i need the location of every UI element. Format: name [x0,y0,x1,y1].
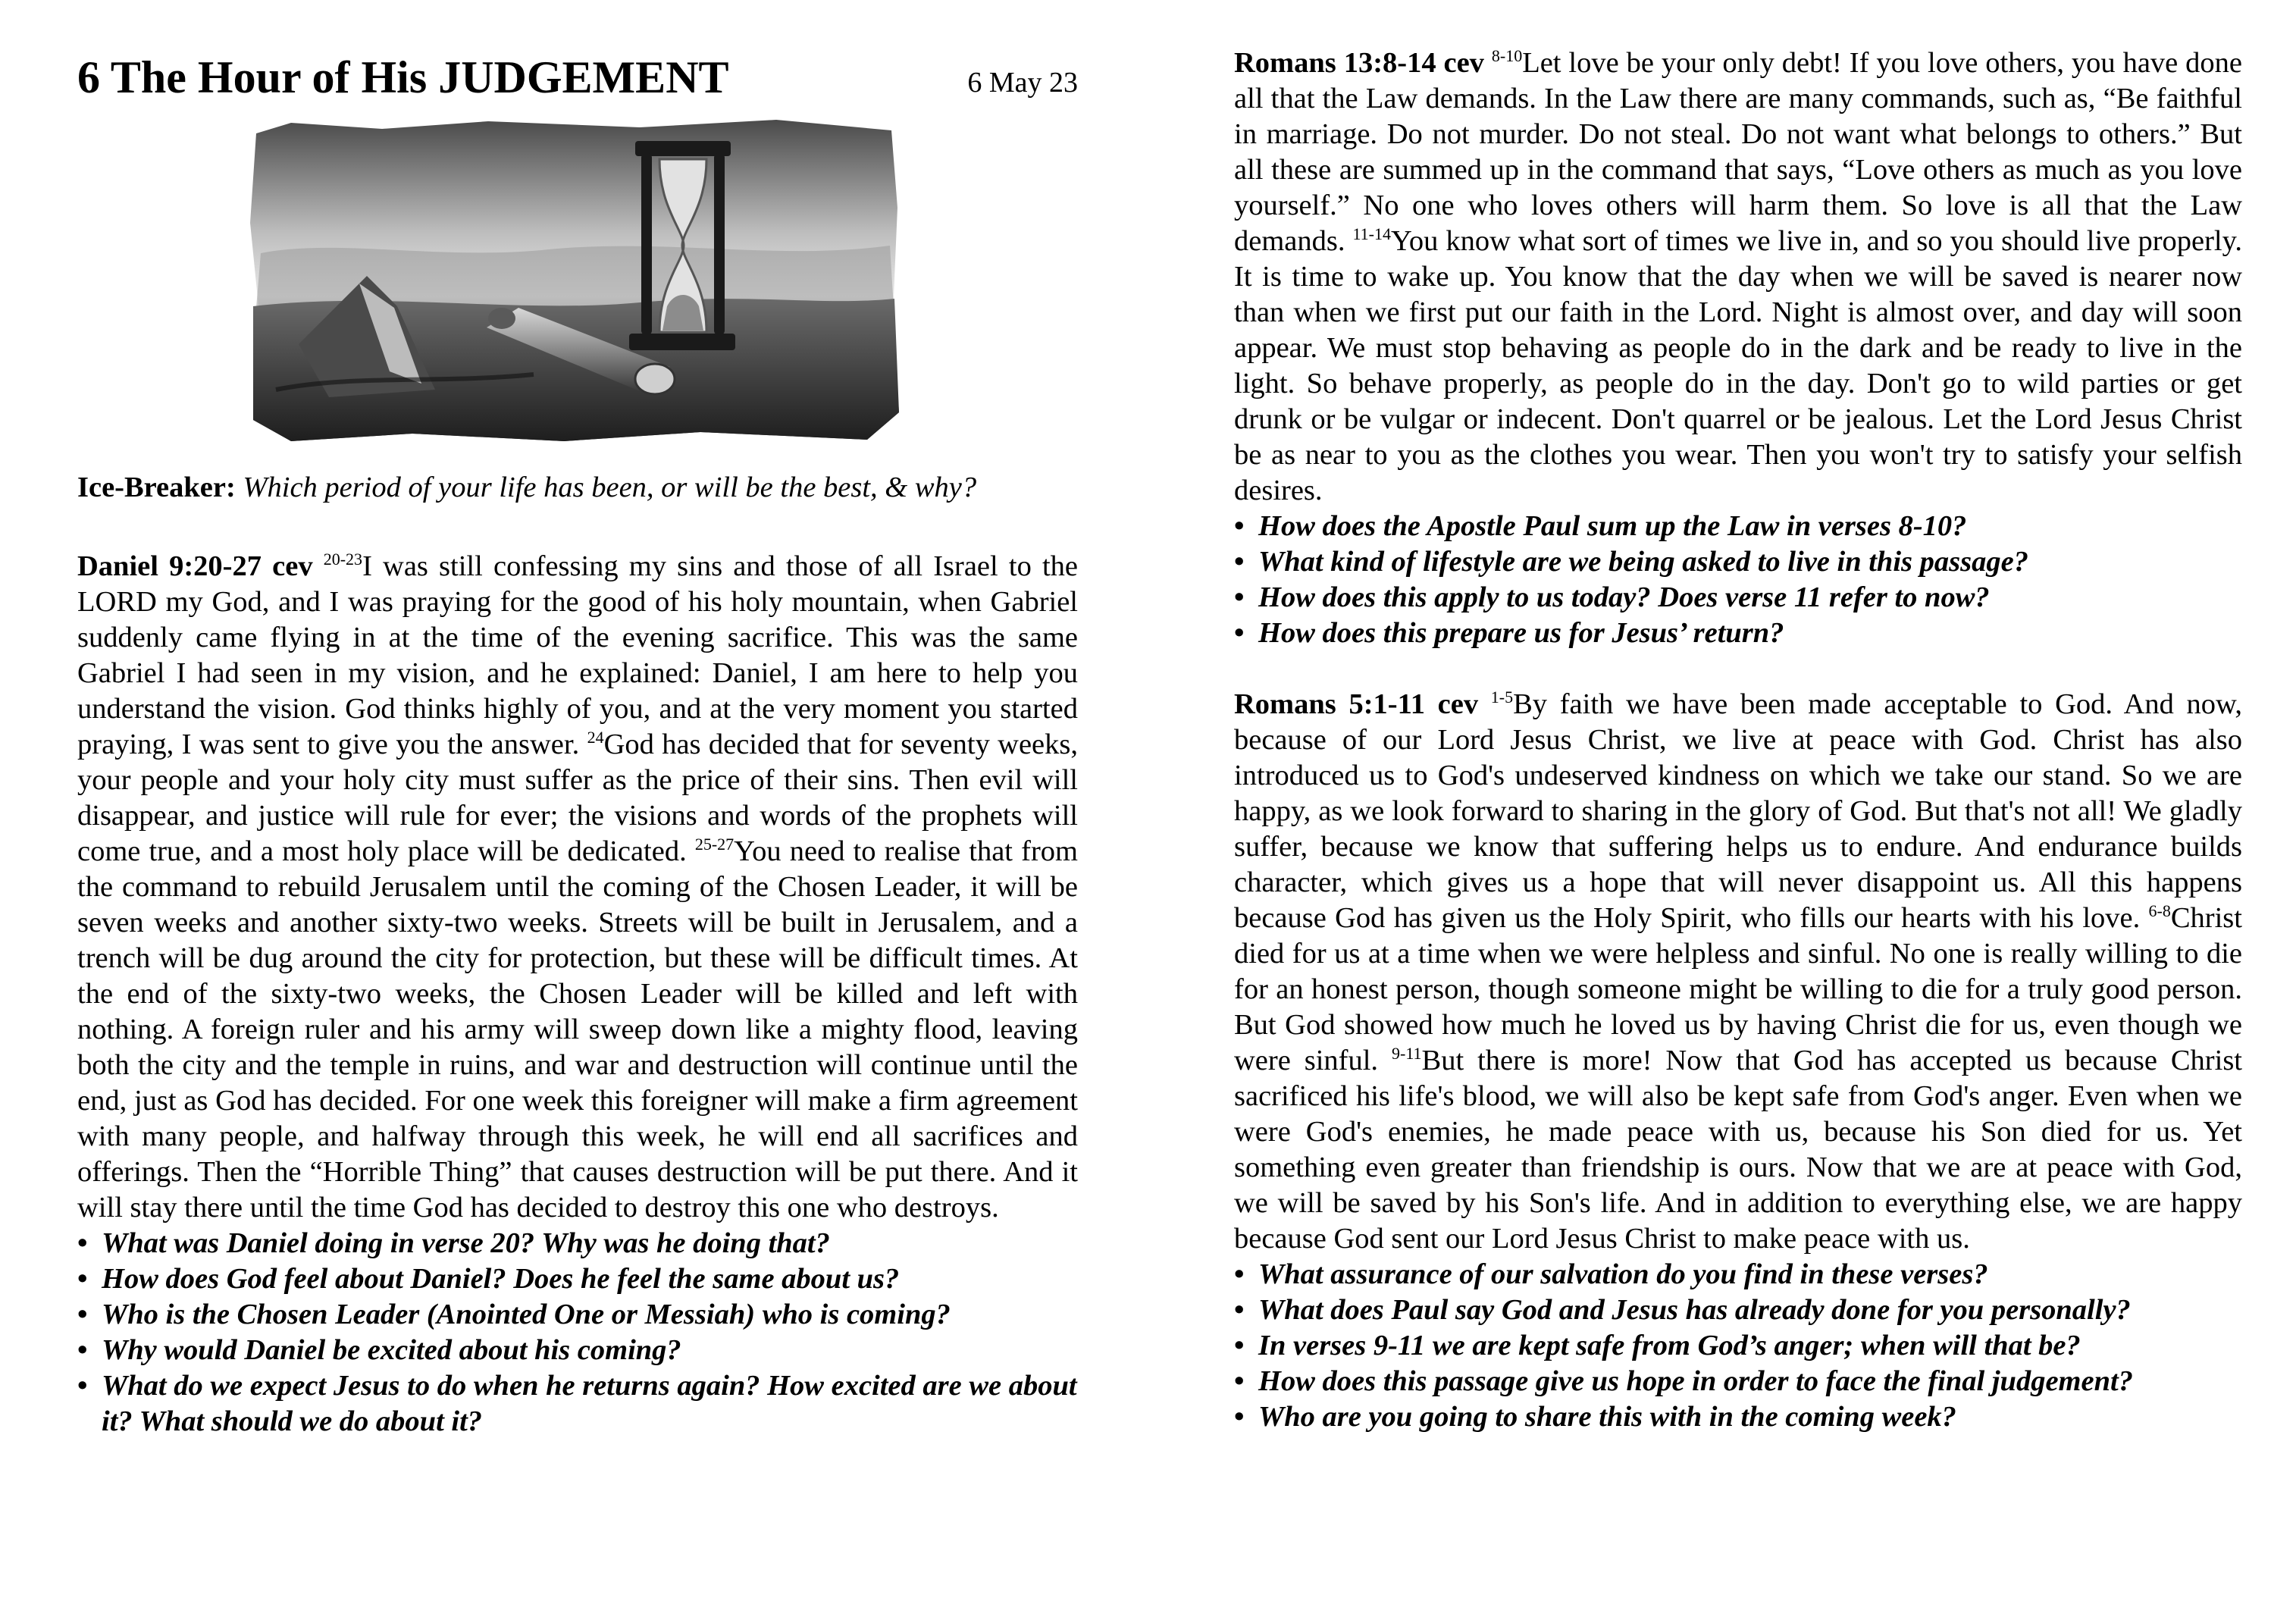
passage-text: You need to realise that from the command to rebuild Jerusalem until the coming of the Chosen Leader, it will be seven weeks and another sixty-two weeks. Streets will be built in Jerusalem, and a trench will be dug around the city for protection, but these will be difficult times. At the end of the sixty-two weeks, the Chosen Leader will be killed and left with nothing. A foreign ruler and his army will sweep down like a mighty flood, leaving both the city and the temple in ruins, and war and destruction will continue until the end, just as God has decided. For one week this foreigner will make a firm agreement with many people, and halfway through this week, he will end all sacrifices and offerings. Then the “Horrible Thing” that causes destruction will be put there. And it will stay there until the time God has decided to destroy this one who destroys. [77,835,1078,1224]
discussion-question: • Why would Daniel be excited about his coming? [77,1333,1078,1368]
discussion-question: • What do we expect Jesus to do when he returns again? How excited are we about it? What should we do about it? [77,1368,1078,1440]
ice-breaker [77,470,1078,506]
discussion-question: • How does the Apostle Paul sum up the Law in verses 8-10? [1234,509,2242,544]
passage-text: Christ died for us at a time when we were helpless and sinful. No one is really willing to die for an honest person, though someone might be willing to die for a truly good person. But God showed how much he loved us by having Christ die for us, even though we were sinful. [1234,902,2242,1076]
romans13-passage [1234,45,2242,509]
passage-text: God has decided that for seventy weeks, your people and your holy city must suffer as the price of their sins. Then evil will disappear, and justice will rule for ever; the visions and words of the prophets will come true, and a most holy place will be dedicated. [77,728,1079,867]
romans5-questions [1234,1257,2242,1435]
verse-number: 11-14 [1352,224,1391,243]
ice-breaker-question: Which period of your life has been, or will be the best, & why? [243,472,977,503]
discussion-question: • How does this passage give us hope in order to face the final judgement? [1234,1364,2242,1399]
discussion-question: • How does this apply to us today? Does verse 11 refer to now? [1234,580,2242,616]
verse-number: 24 [587,728,604,747]
discussion-question: • How does God feel about Daniel? Does he feel the same about us? [77,1261,1078,1297]
verse-number: 9-11 [1392,1044,1422,1063]
verse-number: 8-10 [1491,46,1523,65]
passage-text: Let love be your only debt! If you love others, you have done all that the Law demands. In the Law there are many commands, such as, “Be faithful in marriage. Do not murder. Do not steal. Do not want what belongs to others.” But all these are summed up in the command that says, “Love others as much as you love yourself.” No one who loves others will harm them. So love is all that the Law demands. [1234,47,2243,257]
left-column [77,45,1078,1440]
daniel-passage [77,549,1078,1226]
passage-text: By faith we have been made acceptable to God. And now, because of our Lord Jesus Christ, we live at peace with God. Christ has also introduced us to God's undeserved kindness on which we take our stand. So we are happy, as we look forward to sharing in the glory of God. But that's not all! We gladly suffer, because we know that suffering helps us to endure. And endurance builds character, which gives us a hope that will never disappoint us. All this happens because God has given us the Holy Spirit, who fills our hearts with his love. [1234,688,2242,934]
romans5-reference: Romans 5:1-11 cev [1234,688,1479,720]
page-title: 6 The Hour of His JUDGEMENT [77,52,729,102]
passage-text: I was still confessing my sins and those of all Israel to the LORD my God, and I was praying for the good of his holy mountain, when Gabriel suddenly came flying in at the time of the evening sacrifice. This was the same Gabriel I had seen in my vision, and he explained: Daniel, I am here to help you understand the vision. God thinks highly of you, and at the very moment you started praying, I was sent to give you the answer. [77,550,1079,760]
title-row [77,45,1078,106]
romans13-questions [1234,509,2242,651]
discussion-question: • What assurance of our salvation do you find in these verses? [1234,1257,2242,1292]
passage-text: But there is more! Now that God has accepted us because Christ sacrificed his life's blood, we will also be kept safe from God's anger. Even when we were God's enemies, he made peace with us, because his Son died for us. Yet something even greater than friendship is ours. Now that we are at peace with God, we will be saved by his Son's life. And in addition to everything else, we are happy because God sent our Lord Jesus Christ to make peace with us. [1234,1045,2243,1255]
romans13-reference: Romans 13:8-14 cev [1234,47,1484,79]
verse-number: 6-8 [2148,901,2171,920]
discussion-question: • How does this prepare us for Jesus’ return? [1234,616,2242,651]
discussion-question: • What does Paul say God and Jesus has already done for you personally? [1234,1292,2242,1328]
romans5-passage [1234,687,2242,1257]
discussion-question: • In verses 9-11 we are kept safe from God’s anger; when will that be? [1234,1328,2242,1364]
discussion-question: • What was Daniel doing in verse 20? Why was he doing that? [77,1226,1078,1261]
passage-text: You know what sort of times we live in, and so you should live properly. It is time to wake up. You know that the day when we will be saved is nearer now than when we first put our faith in the Lord. Night is almost over, and day will soon appear. We must stop behaving as people do in the dark and be ready to live in the light. So behave properly, as people do in the day. Don't go to wild parties or get drunk or be vulgar or indecent. Don't quarrel or be jealous. Let the Lord Jesus Christ be as near to you as the clothes you wear. Then you won't try to satisfy your selfish desires. [1234,225,2242,506]
ice-breaker-label: Ice-Breaker: [77,472,236,503]
verse-number: 20-23 [323,550,363,569]
verse-number: 25-27 [694,835,735,854]
verse-number: 1-5 [1490,688,1514,707]
discussion-question: • Who is the Chosen Leader (Anointed One or Messiah) who is coming? [77,1297,1078,1333]
discussion-question: • Who are you going to share this with in the coming week? [1234,1399,2242,1435]
discussion-question: • What kind of lifestyle are we being asked to live in this passage? [1234,544,2242,580]
section-spacer [1234,651,2242,687]
daniel-reference: Daniel 9:20-27 cev [77,550,313,582]
study-date: 6 May 23 [967,67,1078,99]
right-column [1234,45,2242,1435]
hourglass-scroll-sundial-icon [246,117,902,444]
daniel-questions [77,1226,1078,1440]
